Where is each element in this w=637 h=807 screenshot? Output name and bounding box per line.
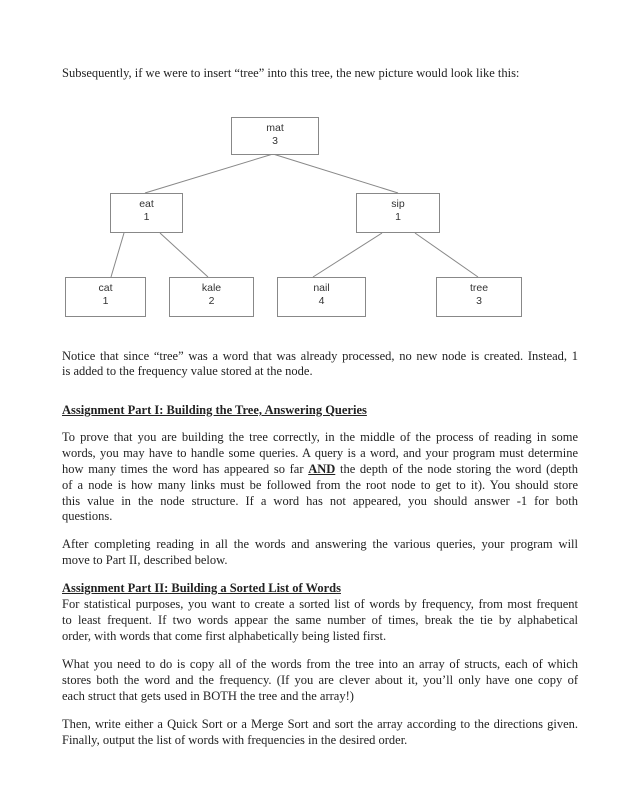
part1-emphasis-and: AND (308, 462, 336, 476)
node-frequency: 2 (208, 295, 215, 307)
node-word: kale (201, 282, 222, 294)
part2-p1-line-2: to least frequent. If two words appear the same number of times, break the tie by alphabetical (62, 613, 578, 627)
tree-node-mat (231, 117, 319, 155)
node-word: eat (139, 198, 154, 210)
part2-heading: Assignment Part II: Building a Sorted List of Words (62, 581, 341, 595)
tree-node-sip (356, 193, 440, 233)
notice-line-2: is added to the frequency value stored at the node. (62, 364, 313, 378)
node-frequency: 1 (395, 211, 401, 223)
part1-p1-line-3a: how many times the word has appeared so far (62, 462, 304, 476)
node-frequency: 1 (143, 211, 150, 223)
tree-node-tree (436, 277, 522, 317)
part1-p1-line-1: To prove that you are building the tree correctly, in the middle of the process of reading in some (62, 430, 578, 444)
part1-p1-line-5: this value in the node structure. If a word has not appeared, you should answer -1 for both (62, 494, 578, 508)
part2-p2-line-3: each struct that gets used in BOTH the tree and the array!) (62, 689, 354, 703)
part2-p3-line-1: Then, write either a Quick Sort or a Merge Sort and sort the array according to the directions given. (62, 717, 578, 731)
part2-p1-line-1: For statistical purposes, you want to create a sorted list of words by frequency, from most frequent (62, 597, 578, 611)
node-word: sip (391, 198, 405, 210)
node-word: cat (98, 282, 113, 294)
tree-node-eat (110, 193, 183, 233)
edge-sip-nail (313, 233, 382, 277)
edge-sip-tree (415, 233, 478, 277)
part2-p2-line-2: stores both the word and the frequency. (If you are clever about it, you’ll only have one copy of (62, 673, 578, 687)
tree-node-cat (65, 277, 146, 317)
part1-p2-line-1: After completing reading in all the words and answering the various queries, your program will (62, 537, 578, 551)
node-frequency: 3 (476, 295, 482, 307)
node-frequency: 3 (272, 135, 278, 147)
part2-p1-line-3: order, with words that come first alphabetically being listed first. (62, 629, 387, 643)
part1-p1-line-2: words, you may have to handle some queries. A query is a word, and your program must determine (62, 446, 578, 460)
part2-p2-line-1: What you need to do is copy all of the words from the tree into an array of structs, each of which (62, 657, 578, 671)
tree-node-kale (169, 277, 254, 317)
part1-p1-line-3 (62, 462, 578, 478)
part1-p1-line-6: questions. (62, 509, 113, 523)
node-word: nail (313, 282, 330, 294)
part1-heading: Assignment Part I: Building the Tree, Answering Queries (62, 403, 367, 417)
intro-text: Subsequently, if we were to insert “tree” into this tree, the new picture would look like this: (62, 66, 520, 80)
node-frequency: 4 (318, 295, 325, 307)
part2-p3-line-2: Finally, output the list of words with frequencies in the desired order. (62, 733, 408, 747)
edge-eat-cat (111, 233, 124, 277)
node-frequency: 1 (102, 295, 109, 307)
part1-p2-line-2: move to Part II, described below. (62, 553, 228, 567)
part1-p1-line-4: of a node is how many links must be followed from the root node to get to it). You should store (62, 478, 578, 492)
tree-node-nail (277, 277, 366, 317)
node-word: mat (266, 122, 284, 134)
edge-mat-sip (273, 154, 398, 193)
node-word: tree (469, 282, 489, 294)
edge-eat-kale (160, 233, 208, 277)
edge-mat-eat (145, 154, 273, 193)
notice-line-1: Notice that since “tree” was a word that was already processed, no new node is created. Instead, 1 (62, 349, 578, 363)
part1-p1-line-3b: the depth of the node storing the word (depth (339, 462, 579, 476)
